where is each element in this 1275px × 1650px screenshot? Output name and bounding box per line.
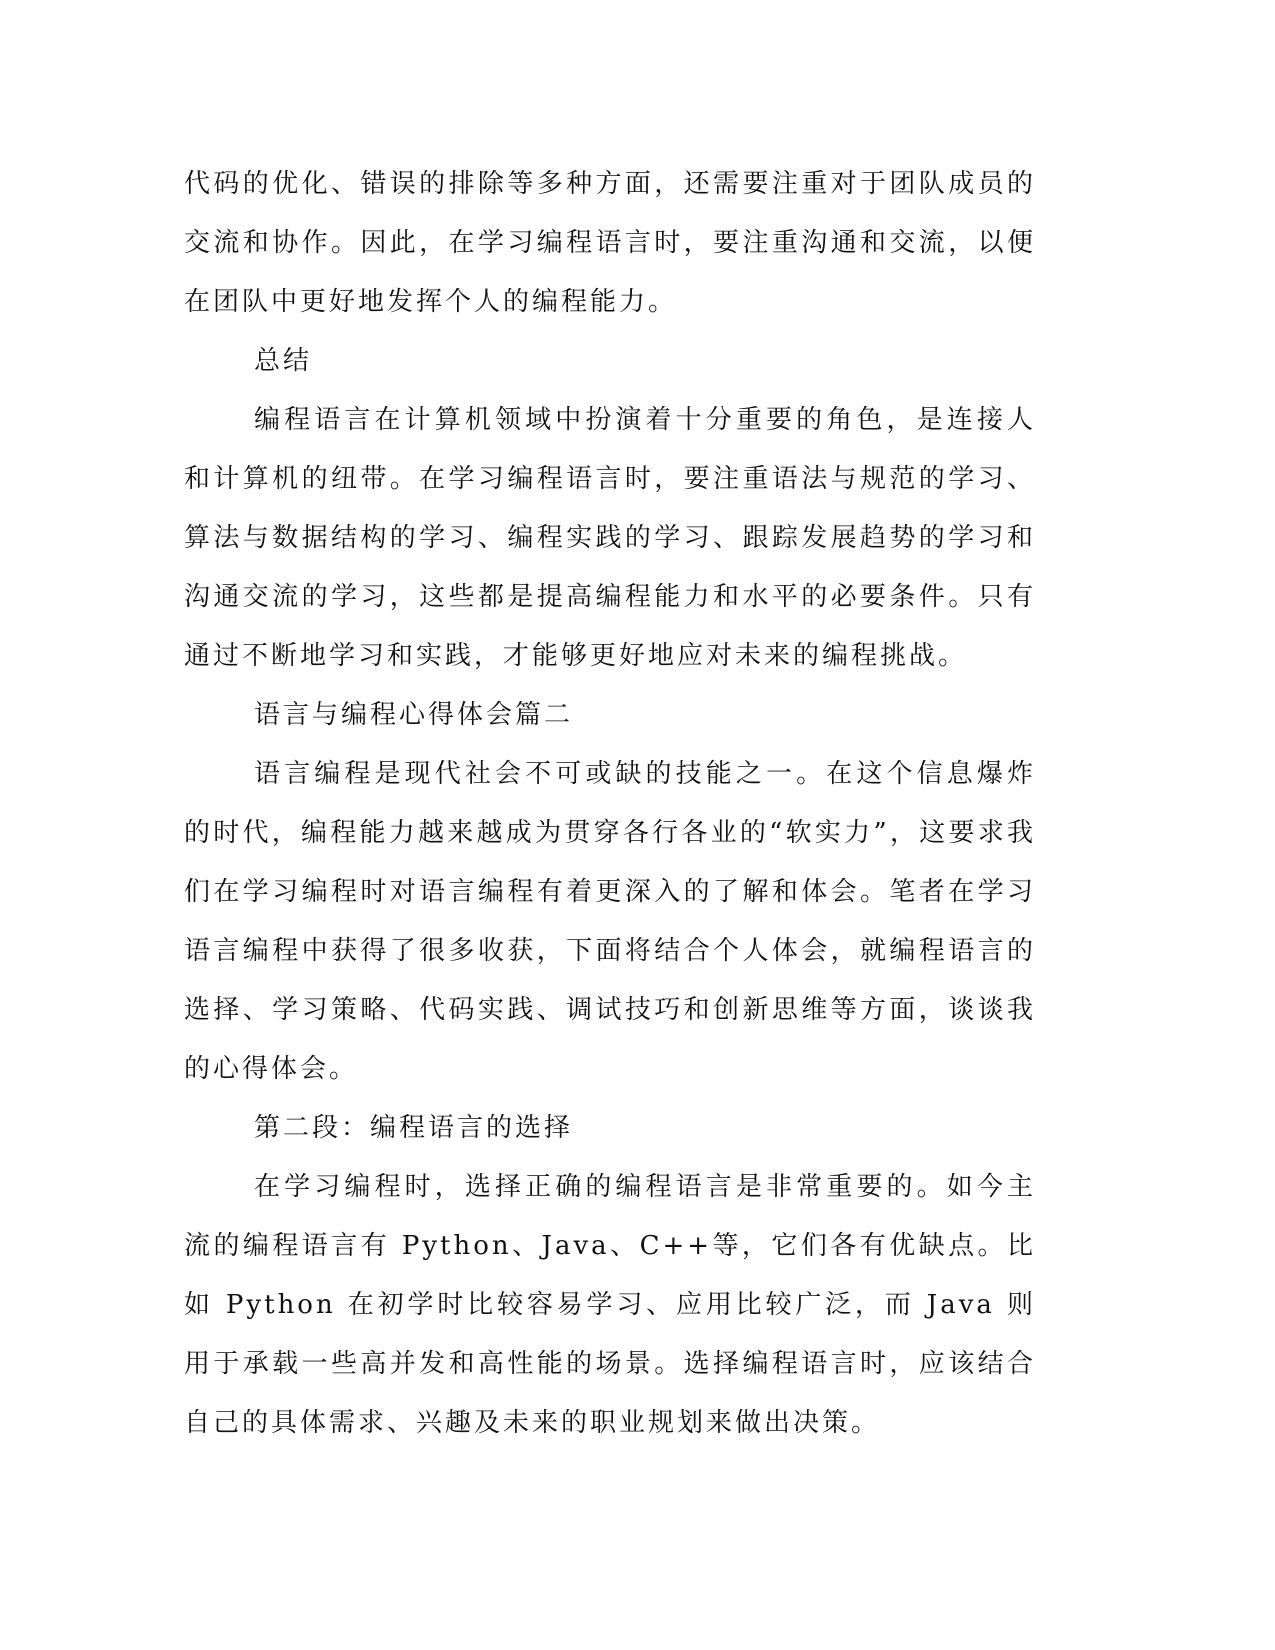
heading-part-two: 语言与编程心得体会篇二 xyxy=(254,700,574,730)
document-body xyxy=(184,155,1036,1453)
paragraph-summary: 编程语言在计算机领域中扮演着十分重要的角色，是连接人和计算机的纽带。在学习编程语言时，要注重语法与规范的学习、算法与数据结构的学习、编程实践的学习、跟踪发展趋势的学习和沟通交流的学习，这些都是提高编程能力和水平的必要条件。只有通过不断地学习和实践，才能够更好地应对未来的编程挑战。 xyxy=(184,405,1036,671)
heading-summary: 总结 xyxy=(254,346,313,376)
heading-language-choice: 第二段：编程语言的选择 xyxy=(254,1113,574,1143)
paragraph-language-choice: 在学习编程时，选择正确的编程语言是非常重要的。如今主流的编程语言有 Python、Java、C++等，它们各有优缺点。比如 Python 在初学时比较容易学习、应用比较广泛，而 Java 则用于承载一些高并发和高性能的场景。选择编程语言时，应该结合自己的具体需求、兴趣及未来的职业规划来做出决策。 xyxy=(184,1172,1036,1438)
paragraph-introduction: 语言编程是现代社会不可或缺的技能之一。在这个信息爆炸的时代，编程能力越来越成为贯穿各行各业的“软实力”，这要求我们在学习编程时对语言编程有着更深入的了解和体会。笔者在学习语言编程中获得了很多收获，下面将结合个人体会，就编程语言的选择、学习策略、代码实践、调试技巧和创新思维等方面，谈谈我的心得体会。 xyxy=(184,759,1036,1084)
paragraph-teamwork-continuation: 代码的优化、错误的排除等多种方面，还需要注重对于团队成员的交流和协作。因此，在学习编程语言时，要注重沟通和交流，以便在团队中更好地发挥个人的编程能力。 xyxy=(184,169,1036,317)
